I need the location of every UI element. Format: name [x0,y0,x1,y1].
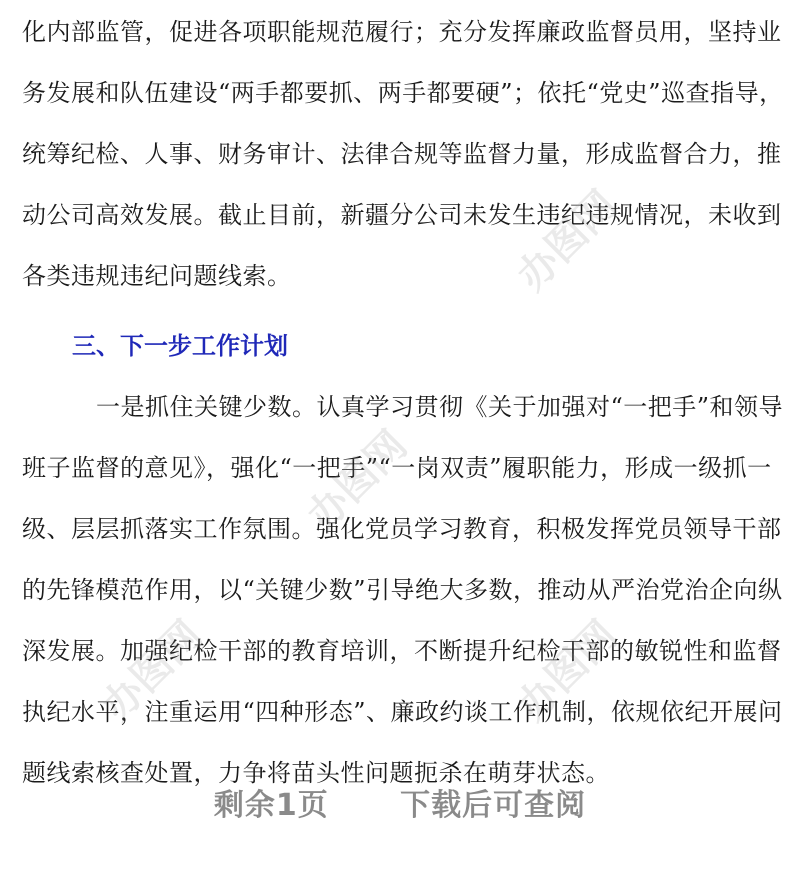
text-line: 题线索核查处置，力争将苗头性问题扼杀在萌芽状态。 [22,759,610,787]
text-line: 务发展和队伍建设“两手都要抓、两手都要硬”；依托“党史”巡查指导， [22,79,784,107]
text-line: 统筹纪检、人事、财务审计、法律合规等监督力量，形成监督合力，推 [22,140,782,168]
text-line: 一是抓住关键少数。认真学习贯彻《关于加强对“一把手”和领导 [96,393,784,421]
section-heading: 三、下一步工作计划 [72,332,288,360]
watermark: 办图网 [508,182,627,300]
download-banner[interactable] [0,780,800,824]
text-line: 班子监督的意见》，强化“一把手”“一岗双责”履职能力，形成一级抓一 [22,454,772,482]
text-line: 深发展。加强纪检干部的教育培训，不断提升纪检干部的敏锐性和监督 [22,637,782,665]
watermark: 办图网 [298,422,417,540]
watermark: 办图网 [93,612,212,730]
text-line: 各类违规违纪问题线索。 [22,262,292,290]
paragraph-supervision-summary [22,0,782,307]
text-line: 执纪水平，注重运用“四种形态”、廉政约谈工作机制，依规依纪开展问 [22,698,783,726]
paragraph-next-steps [22,377,782,804]
text-line: 动公司高效发展。截止目前，新疆分公司未发生违纪违规情况，未收到 [22,201,782,229]
remaining-pages-label: 剩余1页 [213,788,329,823]
download-hint-label: 下载后可查阅 [400,788,587,823]
text-line: 级、层层抓落实工作氛围。强化党员学习教育，积极发挥党员领导干部 [22,515,782,543]
text-line: 化内部监管，促进各项职能规范履行；充分发挥廉政监督员用，坚持业 [22,18,782,46]
document-body [22,0,782,804]
text-line: 的先锋模范作用，以“关键少数”引导绝大多数，推动从严治党治企向纵 [22,576,783,604]
watermark: 办图网 [508,612,627,730]
